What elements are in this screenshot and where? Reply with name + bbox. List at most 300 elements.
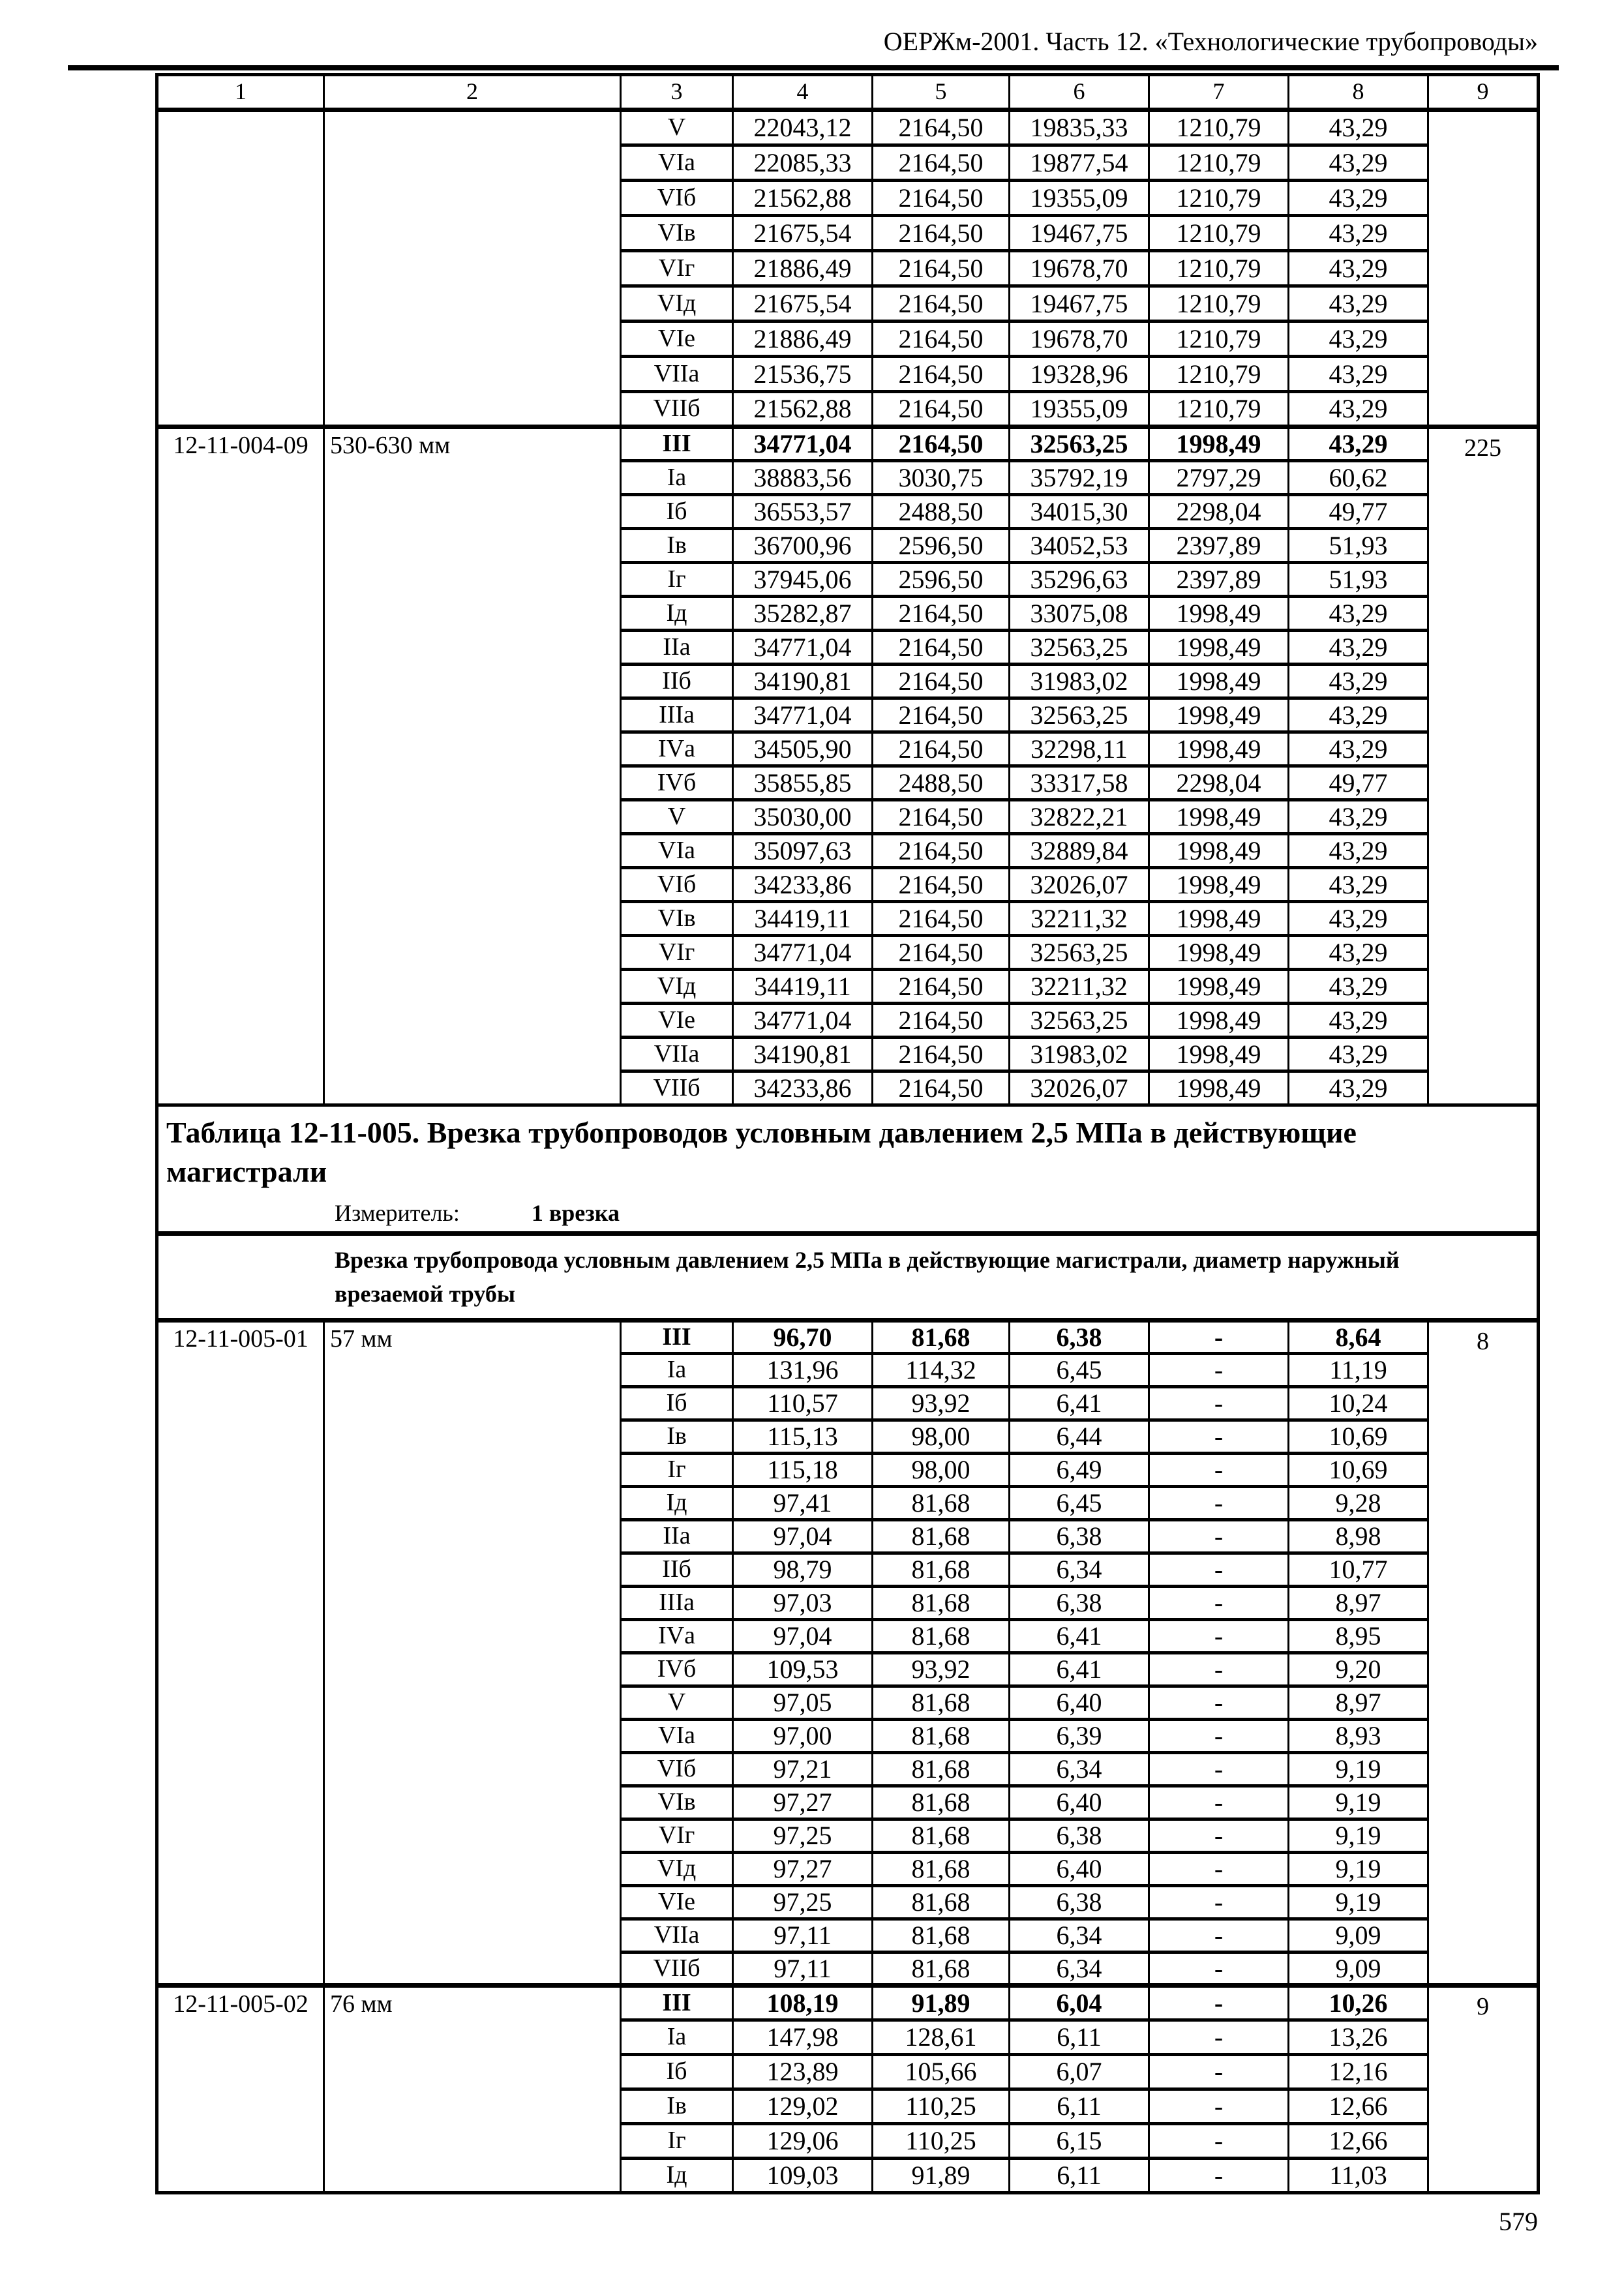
cell-value: 34771,04: [733, 698, 873, 732]
cell-value: 21675,54: [733, 286, 873, 322]
cell-value: -: [1149, 1487, 1289, 1520]
cell-value: 6,45: [1010, 1487, 1149, 1520]
cell-value: 98,79: [733, 1553, 873, 1587]
cell-category: V: [621, 800, 733, 834]
cell-category: VIIа: [621, 357, 733, 392]
cell-value: 34233,86: [733, 1071, 873, 1105]
cell-value: 97,21: [733, 1753, 873, 1786]
cell-value: 97,04: [733, 1620, 873, 1653]
cell-category: III: [621, 1321, 733, 1354]
cell-value: 1998,49: [1149, 732, 1289, 766]
cell-value: 12,66: [1289, 2089, 1428, 2124]
cell-value: 34015,30: [1010, 495, 1149, 529]
cell-value: 19467,75: [1010, 216, 1149, 251]
cell-value: 81,68: [873, 1786, 1010, 1819]
cell-value: 6,45: [1010, 1354, 1149, 1387]
cell-value: 43,29: [1289, 631, 1428, 665]
cell-value: 1210,79: [1149, 392, 1289, 427]
cell-category: IVб: [621, 1653, 733, 1686]
section-header-line: врезаемой трубы: [335, 1281, 515, 1307]
cell-value: 6,41: [1010, 1653, 1149, 1686]
cell-value: 21886,49: [733, 251, 873, 286]
cell-value: 9,20: [1289, 1653, 1428, 1686]
cell-value: 6,40: [1010, 1786, 1149, 1819]
column-number: 2: [324, 75, 621, 110]
cell-value: -: [1149, 1986, 1289, 2020]
cell-value: 2164,50: [873, 665, 1010, 698]
cell-value: 12,16: [1289, 2055, 1428, 2089]
cell-value: 6,15: [1010, 2124, 1149, 2159]
cell-value: 1998,49: [1149, 970, 1289, 1004]
cell-value: 43,29: [1289, 902, 1428, 936]
item-desc: 57 мм: [324, 1321, 621, 1986]
cell-value: 19328,96: [1010, 357, 1149, 392]
cell-value: 97,27: [733, 1853, 873, 1886]
cell-value: 21562,88: [733, 392, 873, 427]
cell-value: 97,05: [733, 1686, 873, 1720]
measurer-value: 1 врезка: [531, 1199, 620, 1226]
cell-value: 43,29: [1289, 732, 1428, 766]
cell-category: VIе: [621, 1886, 733, 1919]
cell-value: 6,34: [1010, 1919, 1149, 1952]
cell-value: 32211,32: [1010, 970, 1149, 1004]
cell-value: 2164,50: [873, 631, 1010, 665]
cell-value: 115,18: [733, 1454, 873, 1487]
cell-value: 1210,79: [1149, 110, 1289, 145]
cell-value: 81,68: [873, 1853, 1010, 1886]
cell-category: Iб: [621, 2055, 733, 2089]
cell-value: -: [1149, 2159, 1289, 2193]
cell-value: 123,89: [733, 2055, 873, 2089]
cell-category: VIв: [621, 1786, 733, 1819]
cell-value: 1210,79: [1149, 181, 1289, 216]
cell-value: -: [1149, 1520, 1289, 1553]
cell-value: 13,26: [1289, 2020, 1428, 2055]
cell-value: 96,70: [733, 1321, 873, 1354]
cell-value: 1998,49: [1149, 597, 1289, 631]
cell-value: 1998,49: [1149, 834, 1289, 868]
cell-value: 1998,49: [1149, 1071, 1289, 1105]
cell-value: -: [1149, 1753, 1289, 1786]
cell-value: 33317,58: [1010, 766, 1149, 800]
cell-value: 32889,84: [1010, 834, 1149, 868]
cell-value: 31983,02: [1010, 665, 1149, 698]
cell-value: 35030,00: [733, 800, 873, 834]
cell-value: 22085,33: [733, 145, 873, 181]
cell-value: 1998,49: [1149, 800, 1289, 834]
cell-value: 2164,50: [873, 1004, 1010, 1038]
cell-value: -: [1149, 1553, 1289, 1587]
cell-category: Iб: [621, 495, 733, 529]
cell-value: 43,29: [1289, 1071, 1428, 1105]
cell-value: 114,32: [873, 1354, 1010, 1387]
cell-category: VIд: [621, 970, 733, 1004]
cell-value: 2298,04: [1149, 495, 1289, 529]
cell-value: 6,40: [1010, 1686, 1149, 1720]
cell-value: 2164,50: [873, 732, 1010, 766]
cell-value: 6,39: [1010, 1720, 1149, 1753]
item-code: [157, 110, 324, 427]
cell-value: -: [1149, 1720, 1289, 1753]
cell-category: IIа: [621, 631, 733, 665]
cell-value: 32026,07: [1010, 868, 1149, 902]
item-code: 12-11-005-01: [157, 1321, 324, 1986]
cell-value: 12,66: [1289, 2124, 1428, 2159]
cell-category: VIд: [621, 286, 733, 322]
cell-value: -: [1149, 1587, 1289, 1620]
cell-category: VIв: [621, 902, 733, 936]
cell-value: 93,92: [873, 1653, 1010, 1686]
cell-value: 2164,50: [873, 357, 1010, 392]
cell-category: Iб: [621, 1387, 733, 1420]
cell-value: 10,77: [1289, 1553, 1428, 1587]
cell-value: 34771,04: [733, 631, 873, 665]
item-desc: 530-630 мм: [324, 427, 621, 1105]
cell-value: 43,29: [1289, 427, 1428, 461]
cell-value: 21675,54: [733, 216, 873, 251]
cell-value: 93,92: [873, 1387, 1010, 1420]
cell-value: 2164,50: [873, 145, 1010, 181]
cell-value: 8,95: [1289, 1620, 1428, 1653]
cell-value: 43,29: [1289, 936, 1428, 970]
cell-value: 9,28: [1289, 1487, 1428, 1520]
cell-category: Iг: [621, 1454, 733, 1487]
cell-value: 6,04: [1010, 1986, 1149, 2020]
cell-category: VIг: [621, 1819, 733, 1853]
cell-category: Iг: [621, 2124, 733, 2159]
cell-value: 97,27: [733, 1786, 873, 1819]
cell-value: 108,19: [733, 1986, 873, 2020]
cell-value: 147,98: [733, 2020, 873, 2055]
cell-value: -: [1149, 1686, 1289, 1720]
cell-value: 43,29: [1289, 145, 1428, 181]
cell-value: -: [1149, 1454, 1289, 1487]
cell-value: 1998,49: [1149, 665, 1289, 698]
cell-value: 81,68: [873, 1952, 1010, 1986]
cell-value: 21886,49: [733, 322, 873, 357]
main-table-body: [157, 75, 1539, 2193]
cell-category: Iа: [621, 461, 733, 495]
cell-value: 43,29: [1289, 286, 1428, 322]
cell-value: 109,03: [733, 2159, 873, 2193]
measurer: [157, 1195, 1539, 1234]
cell-category: VIг: [621, 936, 733, 970]
cell-value: 19467,75: [1010, 286, 1149, 322]
cell-value: 1210,79: [1149, 216, 1289, 251]
cell-category: VIIа: [621, 1919, 733, 1952]
cell-category: Iв: [621, 1420, 733, 1454]
cell-value: 6,38: [1010, 1520, 1149, 1553]
cell-value: 49,77: [1289, 495, 1428, 529]
cell-value: 2797,29: [1149, 461, 1289, 495]
cell-value: 43,29: [1289, 868, 1428, 902]
cell-value: 34052,53: [1010, 529, 1149, 563]
cell-value: 19678,70: [1010, 322, 1149, 357]
cell-value: 2596,50: [873, 563, 1010, 597]
cell-category: Iд: [621, 1487, 733, 1520]
cell-value: -: [1149, 1919, 1289, 1952]
cell-value: 2164,50: [873, 251, 1010, 286]
cell-value: 35855,85: [733, 766, 873, 800]
cell-value: 2397,89: [1149, 563, 1289, 597]
cell-value: 1210,79: [1149, 145, 1289, 181]
cell-value: 36700,96: [733, 529, 873, 563]
table-row: [157, 110, 1539, 145]
cell-value: 9,19: [1289, 1853, 1428, 1886]
cell-value: 10,26: [1289, 1986, 1428, 2020]
column-number: 4: [733, 75, 873, 110]
cell-value: 43,29: [1289, 322, 1428, 357]
cell-value: 81,68: [873, 1587, 1010, 1620]
table-title-row: [157, 1105, 1539, 1196]
cell-category: IVб: [621, 766, 733, 800]
cell-value: 91,89: [873, 1986, 1010, 2020]
cell-value: -: [1149, 1853, 1289, 1886]
page-header: ОЕРЖм-2001. Часть 12. «Технологические трубопроводы»: [883, 27, 1538, 56]
cell-value: 34419,11: [733, 902, 873, 936]
cell-value: 97,11: [733, 1919, 873, 1952]
cell-category: Iв: [621, 529, 733, 563]
overhead-value: [1428, 110, 1539, 427]
column-number: 6: [1010, 75, 1149, 110]
measurer-row: [157, 1195, 1539, 1234]
cell-category: VIе: [621, 322, 733, 357]
cell-value: 43,29: [1289, 698, 1428, 732]
cell-value: 10,69: [1289, 1454, 1428, 1487]
cell-value: 19355,09: [1010, 392, 1149, 427]
cell-value: 128,61: [873, 2020, 1010, 2055]
cell-value: 43,29: [1289, 970, 1428, 1004]
cell-value: 6,38: [1010, 1886, 1149, 1919]
cell-value: 34190,81: [733, 665, 873, 698]
page-number: 579: [1499, 2207, 1538, 2236]
cell-category: Iа: [621, 1354, 733, 1387]
cell-value: 43,29: [1289, 800, 1428, 834]
cell-value: 81,68: [873, 1819, 1010, 1853]
cell-category: VIIб: [621, 1071, 733, 1105]
cell-category: VIа: [621, 834, 733, 868]
cell-value: 21562,88: [733, 181, 873, 216]
cell-value: 2596,50: [873, 529, 1010, 563]
cell-category: IIIа: [621, 698, 733, 732]
cell-value: 32563,25: [1010, 936, 1149, 970]
cell-value: -: [1149, 1620, 1289, 1653]
cell-value: 81,68: [873, 1686, 1010, 1720]
cell-value: 6,41: [1010, 1387, 1149, 1420]
cell-value: 6,38: [1010, 1587, 1149, 1620]
cell-value: 2164,50: [873, 698, 1010, 732]
cell-value: 81,68: [873, 1720, 1010, 1753]
cell-category: Iг: [621, 563, 733, 597]
section-header-line: Врезка трубопровода условным давлением 2,5 МПа в действующие магистрали, диаметр наружный: [335, 1246, 1400, 1273]
cell-value: 8,97: [1289, 1587, 1428, 1620]
cell-category: IIа: [621, 1520, 733, 1553]
cell-value: 2298,04: [1149, 766, 1289, 800]
cell-value: 32563,25: [1010, 631, 1149, 665]
cell-value: 10,24: [1289, 1387, 1428, 1420]
cell-category: VIа: [621, 1720, 733, 1753]
cell-value: -: [1149, 1952, 1289, 1986]
cell-value: 32298,11: [1010, 732, 1149, 766]
cell-value: 1210,79: [1149, 322, 1289, 357]
cell-category: VIIб: [621, 392, 733, 427]
column-number-row: [157, 75, 1539, 110]
table-row: [157, 427, 1539, 461]
cell-value: 43,29: [1289, 665, 1428, 698]
cell-value: 33075,08: [1010, 597, 1149, 631]
table-title-line: магистрали: [166, 1154, 327, 1188]
cell-value: 32211,32: [1010, 902, 1149, 936]
cell-value: 2164,50: [873, 800, 1010, 834]
cell-value: 19835,33: [1010, 110, 1149, 145]
cell-category: VIа: [621, 145, 733, 181]
cell-value: 6,49: [1010, 1454, 1149, 1487]
cell-value: 1998,49: [1149, 1004, 1289, 1038]
cell-category: VIIа: [621, 1038, 733, 1071]
cell-value: -: [1149, 1819, 1289, 1853]
cell-value: 1998,49: [1149, 1038, 1289, 1071]
cell-value: 110,25: [873, 2089, 1010, 2124]
cell-category: IVа: [621, 732, 733, 766]
section-header-row: [157, 1234, 1539, 1321]
cell-category: VIб: [621, 181, 733, 216]
cell-value: 98,00: [873, 1420, 1010, 1454]
cell-value: 6,11: [1010, 2159, 1149, 2193]
cell-value: 6,07: [1010, 2055, 1149, 2089]
cell-value: 81,68: [873, 1753, 1010, 1786]
cell-value: 97,25: [733, 1819, 873, 1853]
cell-value: 43,29: [1289, 834, 1428, 868]
section-header: [157, 1234, 1539, 1321]
table-title: [157, 1105, 1539, 1196]
cell-value: -: [1149, 2124, 1289, 2159]
overhead-value: 8: [1428, 1321, 1539, 1986]
cell-value: 6,41: [1010, 1620, 1149, 1653]
cell-value: 8,93: [1289, 1720, 1428, 1753]
cell-category: III: [621, 427, 733, 461]
column-number: 9: [1428, 75, 1539, 110]
cell-value: 2164,50: [873, 181, 1010, 216]
cell-value: 19877,54: [1010, 145, 1149, 181]
cell-value: 34419,11: [733, 970, 873, 1004]
cell-value: 2164,50: [873, 110, 1010, 145]
table-title-line: Таблица 12-11-005. Врезка трубопроводов условным давлением 2,5 МПа в действующие: [166, 1116, 1357, 1149]
cell-value: 97,00: [733, 1720, 873, 1753]
cell-value: 19678,70: [1010, 251, 1149, 286]
cell-value: 9,19: [1289, 1786, 1428, 1819]
cell-value: 9,19: [1289, 1753, 1428, 1786]
cell-value: 32026,07: [1010, 1071, 1149, 1105]
cell-category: IIб: [621, 1553, 733, 1587]
cell-value: 11,19: [1289, 1354, 1428, 1387]
cell-value: 6,34: [1010, 1952, 1149, 1986]
cell-value: 34771,04: [733, 1004, 873, 1038]
cell-value: 2164,50: [873, 970, 1010, 1004]
cell-value: 8,64: [1289, 1321, 1428, 1354]
cell-value: 43,29: [1289, 251, 1428, 286]
cell-value: 43,29: [1289, 181, 1428, 216]
cell-category: V: [621, 110, 733, 145]
cell-value: 2164,50: [873, 1071, 1010, 1105]
cell-value: 19355,09: [1010, 181, 1149, 216]
cell-value: 97,03: [733, 1587, 873, 1620]
cell-value: 38883,56: [733, 461, 873, 495]
cell-value: 81,68: [873, 1553, 1010, 1587]
cell-value: 43,29: [1289, 392, 1428, 427]
cell-value: 32563,25: [1010, 1004, 1149, 1038]
cell-value: 6,38: [1010, 1321, 1149, 1354]
cell-value: 43,29: [1289, 1038, 1428, 1071]
cell-value: 32822,21: [1010, 800, 1149, 834]
cell-value: 35282,87: [733, 597, 873, 631]
cell-value: 6,34: [1010, 1553, 1149, 1587]
cell-value: 32563,25: [1010, 427, 1149, 461]
cell-value: 131,96: [733, 1354, 873, 1387]
cell-value: 43,29: [1289, 357, 1428, 392]
item-code: 12-11-004-09: [157, 427, 324, 1105]
cell-value: 97,25: [733, 1886, 873, 1919]
cell-value: -: [1149, 1653, 1289, 1686]
item-desc: [324, 110, 621, 427]
cell-value: 11,03: [1289, 2159, 1428, 2193]
cell-value: 35296,63: [1010, 563, 1149, 597]
measurer-label: Измеритель:: [335, 1199, 460, 1226]
cell-value: 97,04: [733, 1520, 873, 1553]
cell-category: VIв: [621, 216, 733, 251]
cell-value: 1998,49: [1149, 868, 1289, 902]
cell-value: 21536,75: [733, 357, 873, 392]
cell-category: Iд: [621, 2159, 733, 2193]
cell-value: -: [1149, 1786, 1289, 1819]
cell-value: 43,29: [1289, 110, 1428, 145]
cell-value: 3030,75: [873, 461, 1010, 495]
cell-value: 81,68: [873, 1919, 1010, 1952]
cell-value: 9,19: [1289, 1819, 1428, 1853]
item-code: 12-11-005-02: [157, 1986, 324, 2193]
column-number: 1: [157, 75, 324, 110]
cell-value: -: [1149, 2020, 1289, 2055]
cell-value: 2397,89: [1149, 529, 1289, 563]
cell-value: 1998,49: [1149, 427, 1289, 461]
cell-value: 43,29: [1289, 216, 1428, 251]
cell-value: -: [1149, 2055, 1289, 2089]
cell-value: -: [1149, 2089, 1289, 2124]
column-number: 7: [1149, 75, 1289, 110]
cell-value: 34505,90: [733, 732, 873, 766]
cell-value: 2488,50: [873, 495, 1010, 529]
cell-value: 1998,49: [1149, 698, 1289, 732]
cell-value: 1210,79: [1149, 286, 1289, 322]
overhead-value: 9: [1428, 1986, 1539, 2193]
cell-value: 91,89: [873, 2159, 1010, 2193]
cell-value: 10,69: [1289, 1420, 1428, 1454]
cell-value: 129,02: [733, 2089, 873, 2124]
cell-value: 6,11: [1010, 2089, 1149, 2124]
cell-value: 115,13: [733, 1420, 873, 1454]
cell-value: 98,00: [873, 1454, 1010, 1487]
cell-value: 110,25: [873, 2124, 1010, 2159]
cell-value: 6,38: [1010, 1819, 1149, 1853]
cell-value: 34233,86: [733, 868, 873, 902]
cell-category: III: [621, 1986, 733, 2020]
table-row: [157, 1321, 1539, 1354]
cell-value: 34771,04: [733, 936, 873, 970]
cell-value: 81,68: [873, 1487, 1010, 1520]
cell-value: 51,93: [1289, 529, 1428, 563]
item-desc: 76 мм: [324, 1986, 621, 2193]
column-number: 5: [873, 75, 1010, 110]
header-rule: [68, 65, 1559, 70]
